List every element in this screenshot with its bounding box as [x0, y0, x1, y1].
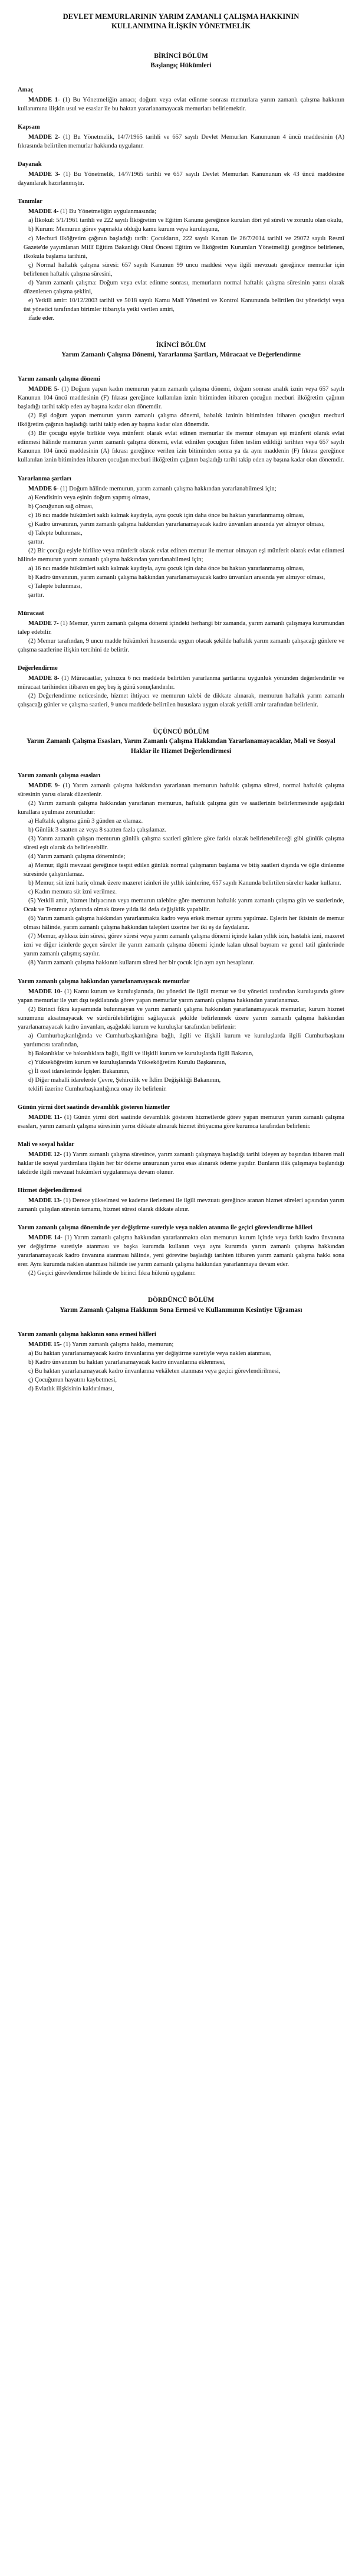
paragraph-text: (1) Doğum hâlinde memurun, yarım zamanlı çalışma hakkından yararlanabilmesi için; — [60, 485, 277, 492]
article-number: MADDE 15- — [28, 1341, 62, 1348]
clause: b) Bakanlıklar ve bakanlıklara bağlı, ilgili ve ilişkili kurum ve kuruluşlarda ilgili Bakanın, — [28, 1050, 254, 1057]
article-heading: Yarım zamanlı çalışma dönemi — [18, 376, 100, 383]
article-paragraph — [18, 133, 344, 150]
article-number: MADDE 11- — [28, 1114, 62, 1121]
article-paragraph — [18, 429, 344, 464]
article-paragraph — [18, 1269, 344, 1278]
paragraph-text: (1) Derece yükselmesi ve kademe ilerlemesi ile ilgili mevzuatı gereğince aranan hizmet süreleri açısından yarım zamanlı çalışılan sürenin tamamı, hizmet süresi olarak dikkate alınır. — [18, 1197, 344, 1213]
article-paragraph — [18, 170, 344, 188]
chapter-heading — [18, 1295, 344, 1314]
clause: d) Diğer mahalli idarelerde Çevre, Şehircilik ve İklim Değişikliği Bakanının, — [28, 1076, 221, 1084]
chapter-heading — [18, 51, 344, 70]
clause: c) Bu haktan yararlanamayacak kadro ünvanlarına vekâleten atanması veya geçici görevlendirilmesi, — [28, 1367, 281, 1374]
clause: d) Evlatlık ilişkisinin kaldırılması, — [28, 1385, 114, 1392]
chapter — [18, 1295, 344, 1393]
clause: a) Kendisinin veya eşinin doğum yapmış olması, — [28, 494, 150, 501]
article-paragraph: (2) Bir çocuğu eşiyle birlikte veya münferit olarak evlat edinen memur ile memur olmayan eşi münferit olarak evlat edinmesi hâlinde memurun yarım zamanlı çalışma hakkından yararlanabilmesi için; — [18, 547, 344, 563]
article — [18, 771, 344, 968]
clause: (5) Yetkili amir, hizmet ihtiyacının veya memurun talebine göre memurun haftalık yarım zamanlı çalışma gün ve saatlerinde, Ocak ve Temmuz aylarında olmak üzere yılda iki defa değişiklik yapabilir. — [24, 898, 344, 914]
paragraph-text: (2) Yarım zamanlı çalışma hakkından yararlanan memurun, haftalık çalışma gün ve saatlerinin belirlenmesinde aşağıdaki kurallara uyulması zorunludur: — [18, 800, 344, 816]
article-number: MADDE 12- — [28, 1151, 62, 1158]
article — [18, 609, 344, 654]
chapter-heading — [18, 341, 344, 359]
paragraph-text: (1) Günün yirmi dört saatinde devamlılık gösteren hizmetlerde görev yapan memurun yarım zamanlı çalışma esasları, yarım zamanlı çalışma süresinin yarısı dikkate alınarak hizmet ihtiyacına göre kurumca tarafından belirlenir. — [18, 1114, 344, 1130]
article-paragraph — [18, 799, 344, 817]
article-number: MADDE 4- — [28, 208, 59, 215]
clause: b) Kadro ünvanının bu haktan yararlanamayacak kadro ünvanlarına eklenmesi, — [28, 1359, 226, 1366]
paragraph-text: (1) Kamu kurum ve kuruluşlarında, üst yönetici ile ilgili memur ve üst yönetici tarafından kuruluşunda görev yapan memurlar ile yurt dışı teşkilatında görev yapan memurlar yarım zamanlı çalışma hakkından yararlanamaz. — [18, 988, 345, 1004]
paragraph-text: (1) Yarım zamanlı çalışma hakkı, memurun; — [63, 1341, 174, 1348]
clause: c) Mecburi ilköğretim çağının başladığı tarih: Çocukların, 222 sayılı Kanun ile 26/7/2014 tarihli ve 29072 sayılı Resmî Gazete'de yayımlanan Millî Eğitim Bakanlığı Okul Öncesi Eğitim ve İlköğretim Kurumları Yönetmeliği gereğince belirlenen, ilkokula başlama tarihini, — [24, 235, 344, 260]
paragraph-text: (1) Bu Yönetmelik, 14/7/1965 tarihli ve 657 sayılı Devlet Memurları Kanununun ek 43 üncü maddesine dayanılarak hazırlanmıştır. — [18, 171, 344, 187]
clause: a) İlkokul: 5/1/1961 tarihli ve 222 sayılı İlköğretim ve Eğitim Kanunu gereğince kurulan dört yıl süreli ve zorunlu olan okulu, — [28, 217, 343, 224]
article-number: MADDE 5- — [28, 386, 60, 393]
title-line-2: KULLANIMINA İLİŞKİN YÖNETMELİK — [111, 22, 251, 31]
paragraph-text: (1) Bu Yönetmeliğin uygulanmasında; — [60, 208, 157, 215]
article-number: MADDE 3- — [28, 171, 61, 178]
article-paragraph — [18, 987, 344, 1005]
clause: a) Cumhurbaşkanlığında ve Cumhurbaşkanlığına bağlı, ilgili ve ilişkili kurum ve kuruluşlarda ilgili Cumhurbaşkanı yardımcısı tarafından, — [24, 1032, 344, 1048]
clause-closing: şarttır. — [28, 591, 44, 598]
paragraph-text: (1) Memur, yarım zamanlı çalışma dönemi içindeki herhangi bir zamanda, yarım zamanlı çalışmaya kurumundan talep edebilir. — [18, 620, 344, 636]
article — [18, 1103, 344, 1131]
clause: b) Kadro ünvanının, yarım zamanlı çalışma hakkından yararlanamayacak kadro ünvanları arasında yer almıyor olması, — [28, 574, 325, 581]
article-paragraph — [18, 485, 344, 493]
clause: (3) Yarım zamanlı çalışan memurun günlük çalışma saatleri günlere göre farklı olarak belirlenebileceği gibi günlük çalışma süresi eşit olarak da belirlenebilir. — [24, 836, 344, 852]
clause: d) Yarım zamanlı çalışma: Doğum veya evlat edinme sonrası, memurların normal haftalık çalışma süresinin yarısı olarak düzenlenen çalışma şeklini, — [24, 279, 344, 295]
chapter-title: Yarım Zamanlı Çalışma Dönemi, Yararlanma Şartları, Müracaat ve Değerlendirme — [61, 351, 301, 358]
paragraph-text: (2) Eşi doğum yapan memurun yarım zamanlı çalışma dönemi, babalık izninin bitiminden itibaren çocuğun mecburi ilköğretim çağının başladığı tarihi takip eden ay başına kadar olan dönemdir. — [18, 413, 344, 428]
paragraph-text: (1) Müracaatlar, yalnızca 6 ncı maddede belirtilen yararlanma şartlarına uygunluk yönünden değerlendirilir ve müracaat tarihinden itibaren en geç beş iş günü sonuçlandırılır. — [18, 675, 344, 691]
clause: (7) Memur, aylıksız izin süresi, görev süresi veya yarım zamanlı çalışma dönemi içinde kalan yıllık izin, hastalık izni, mazeret izni ve diğer izinlerde geçen süreler ile yarım zamanlı çalışma dönemi içinde kalan ulusal bayram ve genel tatil günlerinde yarım zamanlı çalışmış sayılır. — [24, 933, 344, 958]
article — [18, 123, 344, 150]
article — [18, 1223, 344, 1278]
article-number: MADDE 8- — [28, 675, 60, 682]
article — [18, 375, 344, 464]
paragraph-text: (1) Bu Yönetmelik, 14/7/1965 tarihli ve 657 sayılı Devlet Memurları Kanununun 4 üncü maddesinin (A) fıkrasında belirtilen memurlar hakkında uygulanır. — [18, 134, 344, 150]
document-title — [18, 12, 344, 31]
clause: ç) Çocuğunun hayatını kaybetmesi, — [28, 1376, 117, 1383]
clause: e) Yetkili amir: 10/12/2003 tarihli ve 5018 sayılı Kamu Malî Yönetimi ve Kontrol Kanununda belirtilen üst yöneticiyi veya üst yönetici tarafından birimler itibarıyla yetki verilen amiri, — [24, 297, 344, 313]
article-heading: Günün yirmi dört saatinde devamlılık gösteren hizmetler — [18, 1104, 170, 1111]
paragraph-text: (3) Bir çocuğu eşiyle birlikte veya münferit olarak evlat edinen memurlar ile memur olmayan eşi münferit olarak evlat edinmesi hâlinde memurun yarım zamanlı çalışma dönemi, evlat edinilen çocuğun fiilen teslim edildiği tarihten veya 657 sayılı Kanunun 104 üncü maddesinin (A) fıkrası gereğince verilen izin bitiminden sonra ya da aynı maddenin (F) fıkrası gereğince kullanılan iznin bitiminden itibaren çocuğun mecburi ilköğretim çağının başladığı tarihi takip eden ay başına kadar olan dönemdir. — [18, 430, 344, 464]
article-paragraph — [18, 1150, 344, 1177]
clause: a) Bu haktan yararlanamayacak kadro ünvanlarına yer değiştirme suretiyle veya naklen atanması, — [28, 1350, 272, 1357]
article-heading: Yarım zamanlı çalışma hakkından yararlanamayacak memurlar — [18, 978, 190, 985]
article-heading: Yarım zamanlı çalışma esasları — [18, 772, 101, 779]
article-heading: Amaç — [18, 87, 34, 94]
document-body — [18, 51, 344, 1393]
clause: (8) Yarım zamanlı çalışma hakkının kullanım süresi her bir çocuk için ayrı ayrı hesaplanır. — [28, 960, 254, 967]
paragraph-text: (1) Yarım zamanlı çalışma hakkından yararlanan memurun haftalık çalışma süresi, normal haftalık çalışma süresinin yarısı olarak düzenlenir. — [18, 782, 344, 798]
clause: teklifi üzerine Cumhurbaşkanlığınca onay ile belirlenir. — [28, 1085, 167, 1092]
article-heading: Dayanak — [18, 161, 42, 168]
article-paragraph — [18, 1233, 344, 1269]
clause: c) Kadın memura süt izni verilmez. — [28, 889, 117, 896]
paragraph-text: (2) Geçici görevlendirme hâlinde de birinci fıkra hükmü uygulanır. — [28, 1270, 196, 1277]
clause: c) Talepte bulunması, — [28, 582, 83, 590]
chapter-number: ÜÇÜNCÜ BÖLÜM — [153, 728, 209, 736]
article-paragraph — [18, 692, 344, 709]
article-paragraph — [18, 619, 344, 637]
clause: c) 16 ncı madde hükümleri saklı kalmak kaydıyla, aynı çocuk için daha önce bu haktan yararlanmamış olması, — [28, 512, 305, 519]
article-number: MADDE 10- — [28, 988, 62, 995]
article — [18, 197, 344, 322]
chapter — [18, 51, 344, 323]
paragraph-text: (2) Memur tarafından, 9 uncu madde hükümleri hususunda uygun olacak şekilde haftalık yarım zamanlı çalışacağı günlere ve çalışma saatlerine ilişkin tercihini de belirtir. — [18, 638, 344, 654]
clause: d) Talepte bulunması, — [28, 529, 83, 536]
article-number: MADDE 2- — [28, 134, 60, 141]
article-paragraph — [18, 1196, 344, 1214]
paragraph-text: (1) Yarım zamanlı çalışma hakkından yararlanmakta olan memurun kurum içinde veya farklı kadro ünvanına yer değiştirme suretiyle atanması ve başka kurumda kullanın veya aynı kurumda yarım zamanlı çalışma hakkından yararlanamayacak kadro ünvanına atanması hâlinde, yeni görevine başladığı tarihten itibaren yarım zamanlı çalışma hakkı sona erer. Aynı kurumda naklen atanması hâlinde ise yarım zamanlı çalışma hakkından yararlanmaya devam eder. — [18, 1235, 344, 1268]
article-heading: Yarım zamanlı çalışma döneminde yer değiştirme suretiyle veya naklen atanma ile geçici görevlendirme hâlleri — [18, 1225, 312, 1232]
clause: b) Memur, süt izni hariç olmak üzere mazeret izinleri ile yıllık izinlerine, 657 sayılı Kanunda belirtilen süreler kadar kullanır. — [28, 880, 341, 887]
article-number: MADDE 13- — [28, 1197, 62, 1204]
paragraph-text: (2) Değerlendirme neticesinde, hizmet ihtiyacı ve memurun talebi de dikkate alınarak, memurun haftalık yarım zamanlı çalışacağı günler ve çalışma saatleri, 9 uncu maddede belirtilen hususlara uygun olarak yetkili amir tarafından belirlenir. — [18, 693, 344, 709]
clause: b) Çocuğunun sağ olması, — [28, 503, 94, 510]
article-number: MADDE 6- — [28, 485, 59, 492]
clause: ç) İl özel idarelerinde İçişleri Bakanının, — [28, 1068, 130, 1075]
article-number: MADDE 7- — [28, 620, 59, 627]
article-heading: Yarım zamanlı çalışma hakkının sona ermesi hâlleri — [18, 1331, 156, 1338]
article-number: MADDE 1- — [28, 97, 60, 104]
article-paragraph — [18, 207, 344, 216]
article — [18, 1330, 344, 1393]
clause: b) Kurum: Memurun görev yapmakta olduğu kamu kurum veya kuruluşunu, — [28, 226, 219, 233]
article — [18, 664, 344, 709]
title-line-1: DEVLET MEMURLARININ YARIM ZAMANLI ÇALIŞMA HAKKININ — [62, 12, 300, 21]
clause-closing: ifade eder. — [28, 315, 55, 322]
article — [18, 1140, 344, 1177]
article-paragraph — [18, 1005, 344, 1032]
article — [18, 160, 344, 188]
chapter-number: İKİNCİ BÖLÜM — [156, 341, 206, 349]
clause: ç) Normal haftalık çalışma süresi: 657 sayılı Kanunun 99 uncu maddesi veya ilgili mevzuatı gereğince memurlar için belirlenen haftalık çalışma süresini, — [24, 261, 344, 277]
paragraph-text: (2) Birinci fıkra kapsamında bulunmayan ve yarım zamanlı çalışma hakkından yararlanamayacak memurlar, kurum hizmet sunumunu aksatmayacak ve sürdürülebilirliğini sağlayacak şekilde belirlenmek üzere yarım zamanlı çalışma hakkından yararlanamayacak kadro ünvanları, aşağıdaki kurum ve kuruluşlar tarafından belirlenir: — [18, 1006, 344, 1030]
clause: a) Haftalık çalışma günü 3 günden az olamaz. — [28, 817, 143, 824]
clause: a) 16 ncı madde hükümleri saklı kalmak kaydıyla, aynı çocuk için daha önce bu haktan yararlanmamış olması, — [28, 565, 305, 572]
article-heading: Yararlanma şartları — [18, 475, 71, 482]
clause: a) Memur, ilgili mevzuat gereğince tespit edilen günlük normal çalışmanın başlama ve bitiş saatleri dışında ve öğle dinlenme süresinde çalıştırılamaz. — [24, 862, 344, 878]
chapter-title: Yarım Zamanlı Çalışma Esasları, Yarım Zamanlı Çalışma Hakkından Yararlanamayacaklar, Mali ve Sosyal Haklar ile Hizmet Değerlendirmesi — [27, 738, 335, 755]
clause: (4) Yarım zamanlı çalışma döneminde; — [28, 853, 126, 860]
article — [18, 977, 344, 1094]
chapter-title: Başlangıç Hükümleri — [150, 61, 212, 69]
clause: c) Yükseköğretim kurum ve kuruluşlarında Yükseköğretim Kurulu Başkanının, — [28, 1059, 226, 1066]
chapter-number: BİRİNCİ BÖLÜM — [154, 52, 208, 60]
chapter — [18, 341, 344, 709]
clause-closing: şarttır. — [28, 538, 44, 545]
article-paragraph — [18, 411, 344, 429]
article-paragraph — [18, 1340, 344, 1349]
article-paragraph — [18, 637, 344, 654]
paragraph-text: (1) Doğum yapan kadın memurun yarım zamanlı çalışma dönemi, doğum sonrası analık iznin veya 657 sayılı Kanunun 104 üncü maddesinin (F) fıkrası gereğince kullanılan iznin bitiminden itibaren çocuğun mecburi ilköğretim çağının başladığı tarihi takip eden ay başına kadar olan dönemdir. — [18, 386, 344, 411]
paragraph-text: (1) Yarım zamanlı çalışma süresince, yarım zamanlı çalışmaya başladığı tarihi izleyen ay başından itibaren mali haklar ile sosyal yardımlara ilişkin her bir ödeme unsurunun yarısı esas alınarak ödeme yapılır. Bunların ilâk çalışmaya başlandığı takdirde ilgili mevzuat hükümleri uygulanmaya devam olunur. — [18, 1151, 344, 1176]
article-paragraph — [18, 385, 344, 411]
article-heading: Müracaat — [18, 610, 44, 617]
article — [18, 474, 344, 600]
article-paragraph — [18, 96, 344, 113]
article-heading: Tanımlar — [18, 198, 42, 205]
article-paragraph — [18, 674, 344, 692]
chapter-title: Yarım Zamanlı Çalışma Hakkının Sona Ermesi ve Kullanımının Kesintiye Uğraması — [60, 1306, 302, 1314]
article — [18, 86, 344, 113]
clause: ç) Kadro ünvanının, yarım zamanlı çalışma hakkından yararlanamayacak kadro ünvanları arasında yer almıyor olması, — [28, 521, 325, 528]
article-number: MADDE 14- — [28, 1235, 62, 1242]
article-heading: Hizmet değerlendirmesi — [18, 1187, 82, 1194]
article-number: MADDE 9- — [28, 782, 60, 789]
article-paragraph — [18, 781, 344, 799]
article-heading: Mali ve sosyal haklar — [18, 1141, 75, 1148]
article — [18, 1186, 344, 1214]
clause: (6) Yarım zamanlı çalışma hakkından yararlanmakta kadro veya erkek memur ayrımı yapılmaz. Eşlerin her ikisinin de memur olması hâlinde, yarım zamanlı çalışma hakkından talepleri üzerine her iki eş de faydalanır. — [24, 915, 344, 931]
article-heading: Değerlendirme — [18, 665, 58, 672]
paragraph-text: (1) Bu Yönetmeliğin amacı; doğum veya evlat edinme sonrası memurlara yarım zamanlı çalışma hakkının kullanımına ilişkin usul ve esaslar ile bu haktan yararlanamayacak memurları belirlemektir. — [18, 97, 345, 113]
chapter-number: DÖRDÜNCÜ BÖLÜM — [147, 1297, 215, 1304]
chapter — [18, 727, 344, 1278]
article-paragraph — [18, 1113, 344, 1131]
chapter-heading — [18, 727, 344, 756]
clause: b) Günlük 3 saatten az veya 8 saatten fazla çalışılamaz. — [28, 827, 167, 833]
article-heading: Kapsam — [18, 124, 40, 131]
